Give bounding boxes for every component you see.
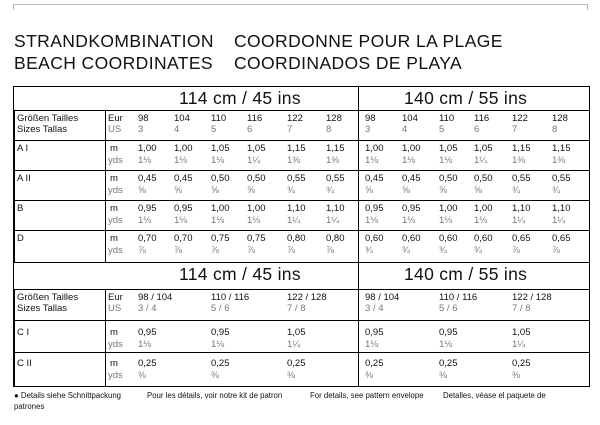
yard-value-left: ⅜ (138, 370, 146, 381)
yard-value-right: 1¼ (552, 215, 566, 226)
fabric-width-right: 140 cm / 55 ins (404, 88, 528, 108)
eur-size-right: 98 / 104 (365, 292, 400, 303)
yard-value-right: ¾ (552, 185, 560, 196)
eur-size-right: 122 / 128 (512, 292, 552, 303)
yard-value-right: 1⅛ (365, 339, 379, 350)
unit-yds: yds (108, 215, 123, 226)
us-size-left: 5 / 6 (211, 303, 230, 314)
yard-value-right: 1¼ (512, 339, 526, 350)
us-size-right: 3 / 4 (365, 303, 384, 314)
meter-value-right: 0,95 (365, 203, 384, 214)
yard-value-right: 1⅜ (512, 155, 526, 166)
meter-value-right: 1,05 (474, 143, 493, 154)
yard-value-left: 1⅛ (211, 339, 225, 350)
us-size-right: 7 (512, 124, 518, 135)
meter-value-left: 0,55 (326, 173, 345, 184)
meter-value-left: 0,95 (138, 203, 157, 214)
eur-size-left: 116 (247, 113, 263, 124)
meter-value-left: 1,05 (287, 327, 306, 338)
us-size-right: 3 (365, 124, 371, 135)
top-rule (13, 4, 588, 5)
eur-size-left: 122 (287, 113, 303, 124)
meter-value-left: 1,05 (247, 143, 266, 154)
us-size-right: 6 (474, 124, 480, 135)
yard-value-right: ⅜ (512, 370, 520, 381)
footer-fr: Pour les détails, voir notre kit de patron (147, 391, 283, 400)
us-size-left: 5 (211, 124, 217, 135)
eur-size-left: 128 (326, 113, 342, 124)
unit-yds: yds (108, 185, 123, 196)
footer-es: Detalles, véase el paquete de (443, 391, 546, 400)
footer-es-continued: patrones (14, 402, 45, 411)
meter-value-left: 1,15 (287, 143, 306, 154)
units-eur: Eur (108, 113, 123, 124)
yard-value-left: 1¼ (326, 215, 340, 226)
view-label: B (17, 203, 24, 214)
meter-value-left: 1,15 (326, 143, 345, 154)
meter-value-left: 1,05 (211, 143, 230, 154)
unit-m: m (110, 233, 118, 244)
view-label: A I (17, 143, 29, 154)
yard-value-right: 1⅜ (552, 155, 566, 166)
fabric-width-left: 114 cm / 45 ins (179, 264, 301, 284)
meter-value-left: 0,80 (326, 233, 345, 244)
label-divider (14, 110, 15, 262)
eur-size-right: 122 (512, 113, 528, 124)
footer-de-text: Details siehe Schnittpackung (20, 391, 122, 400)
eur-size-right: 116 (474, 113, 490, 124)
us-size-right: 5 / 6 (439, 303, 458, 314)
eur-size-left: 110 (211, 113, 227, 124)
meter-value-left: 0,50 (247, 173, 266, 184)
row-divider (14, 320, 589, 321)
meter-value-left: 0,75 (211, 233, 230, 244)
us-size-left: 3 / 4 (138, 303, 157, 314)
unit-yds: yds (108, 245, 123, 256)
meter-value-left: 1,00 (138, 143, 157, 154)
footer-de (14, 391, 121, 401)
us-size-right: 8 (552, 124, 558, 135)
fabric-width-right: 140 cm / 55 ins (404, 264, 528, 284)
eur-size-left: 110 / 116 (211, 292, 250, 303)
yard-value-left: ⅝ (247, 185, 255, 196)
view-label: D (17, 233, 24, 244)
meter-value-right: 0,65 (512, 233, 531, 244)
row-divider (14, 230, 589, 231)
yard-value-left: ⅝ (211, 185, 219, 196)
yard-value-left: ⅜ (287, 370, 295, 381)
meter-value-right: 0,55 (512, 173, 531, 184)
yard-value-right: ¾ (512, 185, 520, 196)
yard-value-left: 1⅜ (326, 155, 340, 166)
yard-value-left: ⅞ (247, 245, 255, 256)
unit-m: m (110, 143, 118, 154)
meter-value-right: 0,55 (552, 173, 571, 184)
view-label: C I (17, 327, 30, 338)
meter-value-left: 0,95 (211, 327, 230, 338)
yard-value-left: ⅝ (174, 185, 182, 196)
yard-value-left: 1⅛ (247, 215, 261, 226)
corner-mark-left (13, 4, 14, 10)
meter-value-right: 1,00 (474, 203, 493, 214)
row-divider (14, 289, 589, 290)
row-divider (14, 110, 589, 111)
unit-divider (105, 289, 106, 386)
eur-size-right: 104 (402, 113, 418, 124)
yard-value-right: ⅝ (474, 185, 482, 196)
row-divider (14, 170, 589, 171)
meter-value-left: 0,25 (287, 358, 306, 369)
meter-value-left: 0,45 (174, 173, 193, 184)
corner-mark-right (587, 4, 588, 10)
eur-size-right: 110 / 116 (439, 292, 478, 303)
us-size-left: 7 (287, 124, 293, 135)
us-size-left: 4 (174, 124, 180, 135)
title-fr: COORDONNE POUR LA PLAGE (234, 31, 503, 51)
yard-value-left: 1¼ (287, 339, 301, 350)
unit-yds: yds (108, 155, 123, 166)
units-us: US (108, 124, 122, 135)
yard-value-left: ⅞ (174, 245, 182, 256)
us-size-left: 3 (138, 124, 144, 135)
us-size-right: 7 / 8 (512, 303, 531, 314)
yard-value-right: 1¼ (512, 215, 526, 226)
meter-value-right: 0,45 (402, 173, 421, 184)
yard-value-right: ⅝ (365, 185, 373, 196)
unit-m: m (110, 173, 118, 184)
yard-value-left: 1⅛ (174, 215, 188, 226)
size-label-2: Sizes Tallas (17, 303, 67, 314)
yard-value-left: 1⅛ (138, 215, 152, 226)
eur-size-right: 128 (552, 113, 568, 124)
view-label: C II (17, 358, 32, 369)
yard-value-right: ¾ (402, 245, 410, 256)
meter-value-right: 0,50 (474, 173, 493, 184)
meter-value-left: 1,00 (247, 203, 266, 214)
meter-value-left: 0,75 (247, 233, 266, 244)
us-size-left: 8 (326, 124, 332, 135)
row-divider (14, 352, 589, 353)
meter-value-right: 0,50 (439, 173, 458, 184)
unit-yds: yds (108, 339, 123, 350)
meter-value-right: 0,45 (365, 173, 384, 184)
meter-value-left: 0,95 (138, 327, 157, 338)
unit-m: m (110, 327, 118, 338)
meter-value-right: 0,25 (365, 358, 384, 369)
yard-value-right: 1⅛ (474, 215, 488, 226)
yard-value-left: 1¼ (287, 215, 301, 226)
yard-value-right: ⅞ (512, 245, 520, 256)
yard-value-right: ⅝ (439, 185, 447, 196)
yard-value-left: ⅞ (326, 245, 334, 256)
title-en: BEACH COORDINATES (14, 53, 214, 73)
meter-value-right: 0,95 (365, 327, 384, 338)
size-label-1: Größen Tailles (17, 292, 79, 303)
bullet-icon: ● (14, 391, 19, 400)
yard-value-right: ¾ (365, 245, 373, 256)
eur-size-left: 98 (138, 113, 149, 124)
units-eur: Eur (108, 292, 123, 303)
units-us: US (108, 303, 122, 314)
yard-value-left: 1⅛ (138, 339, 152, 350)
unit-m: m (110, 358, 118, 369)
footer-en: For details, see pattern envelope (310, 391, 424, 400)
yardage-table-6-sizes (13, 86, 590, 263)
yard-value-right: 1⅛ (439, 339, 453, 350)
title-de: STRANDKOMBINATION (14, 31, 214, 51)
yard-value-left: 1⅛ (174, 155, 188, 166)
meter-value-right: 1,10 (552, 203, 571, 214)
yard-value-left: ¾ (326, 185, 334, 196)
us-size-left: 7 / 8 (287, 303, 306, 314)
yard-value-right: 1⅛ (365, 215, 379, 226)
meter-value-left: 0,95 (174, 203, 193, 214)
yard-value-right: 1⅛ (365, 155, 379, 166)
meter-value-left: 0,25 (211, 358, 230, 369)
yard-value-right: ⅝ (402, 185, 410, 196)
yard-value-right: 1¼ (474, 155, 488, 166)
unit-m: m (110, 203, 118, 214)
yard-value-left: ¾ (287, 185, 295, 196)
meter-value-right: 1,15 (552, 143, 571, 154)
yard-value-left: ⅞ (287, 245, 295, 256)
yard-value-right: 1⅛ (439, 155, 453, 166)
meter-value-right: 0,25 (439, 358, 458, 369)
meter-value-left: 1,00 (211, 203, 230, 214)
row-divider (14, 140, 589, 141)
unit-divider (105, 110, 106, 262)
yard-value-left: ⅞ (138, 245, 146, 256)
meter-value-right: 0,25 (512, 358, 531, 369)
eur-size-left: 104 (174, 113, 190, 124)
yard-value-left: 1⅛ (138, 155, 152, 166)
meter-value-left: 1,10 (287, 203, 306, 214)
yard-value-left: 1⅛ (211, 215, 225, 226)
eur-size-right: 110 (439, 113, 455, 124)
size-label-2: Sizes Tallas (17, 124, 67, 135)
meter-value-right: 1,05 (512, 327, 531, 338)
eur-size-left: 122 / 128 (287, 292, 327, 303)
meter-value-left: 0,80 (287, 233, 306, 244)
view-label: A II (17, 173, 31, 184)
unit-yds: yds (108, 370, 123, 381)
title-es: COORDINADOS DE PLAYA (234, 53, 463, 73)
yard-value-right: 1⅛ (402, 215, 416, 226)
meter-value-left: 1,00 (174, 143, 193, 154)
meter-value-right: 0,60 (402, 233, 421, 244)
yard-value-right: ¾ (474, 245, 482, 256)
width-divider (358, 87, 359, 262)
meter-value-right: 0,60 (474, 233, 493, 244)
meter-value-left: 0,55 (287, 173, 306, 184)
yard-value-right: ⅜ (365, 370, 373, 381)
meter-value-right: 1,05 (439, 143, 458, 154)
yard-value-right: ¾ (439, 245, 447, 256)
fabric-width-left: 114 cm / 45 ins (179, 88, 301, 108)
meter-value-left: 0,70 (174, 233, 193, 244)
eur-size-left: 98 / 104 (138, 292, 173, 303)
us-size-left: 6 (247, 124, 253, 135)
meter-value-left: 0,70 (138, 233, 157, 244)
meter-value-left: 0,50 (211, 173, 230, 184)
width-divider (358, 263, 359, 386)
meter-value-right: 0,95 (439, 327, 458, 338)
meter-value-right: 1,00 (439, 203, 458, 214)
row-divider (14, 200, 589, 201)
meter-value-left: 0,25 (138, 358, 157, 369)
yard-value-right: ⅞ (552, 245, 560, 256)
us-size-right: 5 (439, 124, 445, 135)
yard-value-right: 1⅛ (439, 215, 453, 226)
yard-value-left: ⅞ (211, 245, 219, 256)
meter-value-right: 0,95 (402, 203, 421, 214)
meter-value-right: 1,15 (512, 143, 531, 154)
meter-value-right: 1,00 (365, 143, 384, 154)
yard-value-right: ⅜ (439, 370, 447, 381)
us-size-right: 4 (402, 124, 408, 135)
yard-value-left: ⅝ (138, 185, 146, 196)
label-divider (14, 289, 15, 386)
yard-value-left: 1⅜ (287, 155, 301, 166)
meter-value-right: 1,00 (402, 143, 421, 154)
meter-value-right: 0,60 (439, 233, 458, 244)
meter-value-left: 0,45 (138, 173, 157, 184)
yard-value-right: 1⅛ (402, 155, 416, 166)
eur-size-right: 98 (365, 113, 376, 124)
size-label-1: Größen Tailles (17, 113, 79, 124)
meter-value-right: 0,65 (552, 233, 571, 244)
yard-value-left: 1¼ (247, 155, 261, 166)
meter-value-right: 0,60 (365, 233, 384, 244)
yard-value-left: 1⅛ (211, 155, 225, 166)
yard-value-left: ⅜ (211, 370, 219, 381)
meter-value-right: 1,10 (512, 203, 531, 214)
yardage-table-3-sizes (13, 262, 590, 387)
meter-value-left: 1,10 (326, 203, 345, 214)
